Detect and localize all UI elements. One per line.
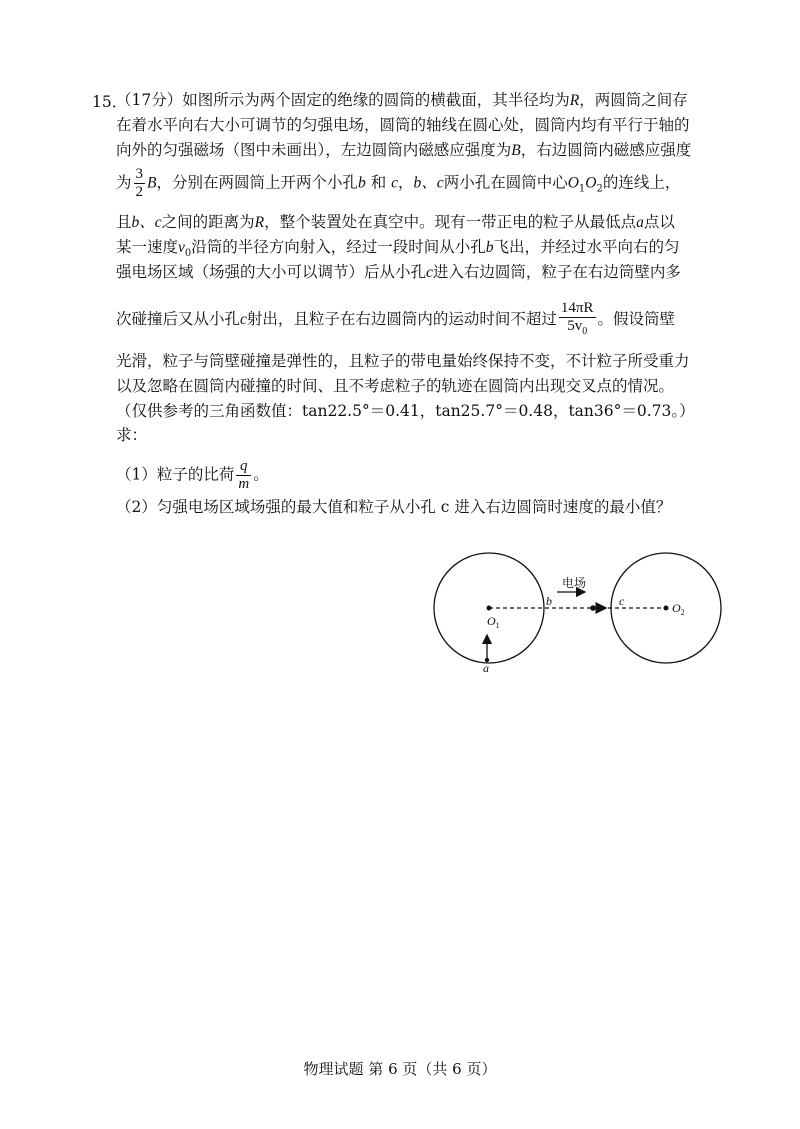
label-o1: $O_1$ [487, 614, 500, 630]
question-line-9: 光滑，粒子与筒壁碰撞是弹性的，且粒子的带电量始终保持不变，不计粒子所受重力 [116, 352, 690, 370]
trig-reference-line: （仅供参考的三角函数值：tan22.5°＝0.41，tan25.7°＝0.48，tan36°＝0.73。） [116, 402, 695, 420]
fraction-q-over-m: $\frac{q}{m}$ [238, 458, 250, 492]
label-b: b [546, 594, 552, 608]
question-line-5: 且b、c之间的距离为R，整个装置处在真空中。现有一带正电的粒子从最低点a点以 [116, 213, 675, 231]
center-o2-dot [664, 606, 669, 611]
question-line-2: 在着水平向右大小可调节的匀强电场，圆筒的轴线在圆心处，圆筒内均有平行于轴的 [116, 116, 690, 134]
question-line-3: 向外的匀强磁场（图中未画出），左边圆筒内磁感应强度为B，右边圆筒内磁感应强度 [116, 141, 692, 159]
question-line-8: 次碰撞后又从小孔c射出，且粒子在右边圆筒内的运动时间不超过 $\frac{14\pi R}{5v_0}$ 。假设筒壁 [116, 300, 675, 340]
fraction-3-over-2: $\frac{3}{2}$ [135, 166, 144, 200]
question-line-1: （17分）如图所示为两个固定的绝缘的圆筒的横截面，其半径均为R，两圆筒之间存 [116, 91, 688, 109]
part-2: （2）匀强电场区域场强的最大值和粒子从小孔 c 进入右边圆筒时速度的最小值？ [116, 498, 672, 516]
question-number: 15． [92, 93, 128, 111]
question-line-7: 强电场区域（场强的大小可以调节）后从小孔c进入右边圆筒，粒子在右边筒壁内多 [116, 263, 681, 281]
ask-line: 求： [116, 426, 148, 444]
center-o1-dot [487, 606, 492, 611]
part-1: （1）粒子的比荷 $\frac{q}{m}$ 。 [116, 458, 269, 492]
two-cylinders-diagram [425, 545, 725, 685]
question-line-4: 为 $\frac{3}{2}$ B，分别在两圆筒上开两个小孔b 和 c，b、c两小孔在圆筒中心$O_1O_2$的连线上， [116, 166, 681, 200]
label-o2: $O_2$ [672, 601, 685, 617]
label-a: a [483, 661, 489, 675]
question-line-6: 某一速度$v_0$沿筒的半径方向射入，经过一段时间从小孔b飞出，并经过水平向右的匀 [116, 238, 680, 260]
fraction-time-limit: $\frac{14\pi R}{5v_0}$ [560, 300, 594, 337]
question-line-10: 以及忽略在圆筒内碰撞的时间、且不考虑粒子的轨迹在圆筒内出现交叉点的情况。 [116, 377, 675, 395]
page-footer: 物理试题 第 6 页（共 6 页） [303, 1060, 497, 1078]
field-label: 电场 [562, 576, 587, 590]
label-c: c [619, 594, 625, 608]
